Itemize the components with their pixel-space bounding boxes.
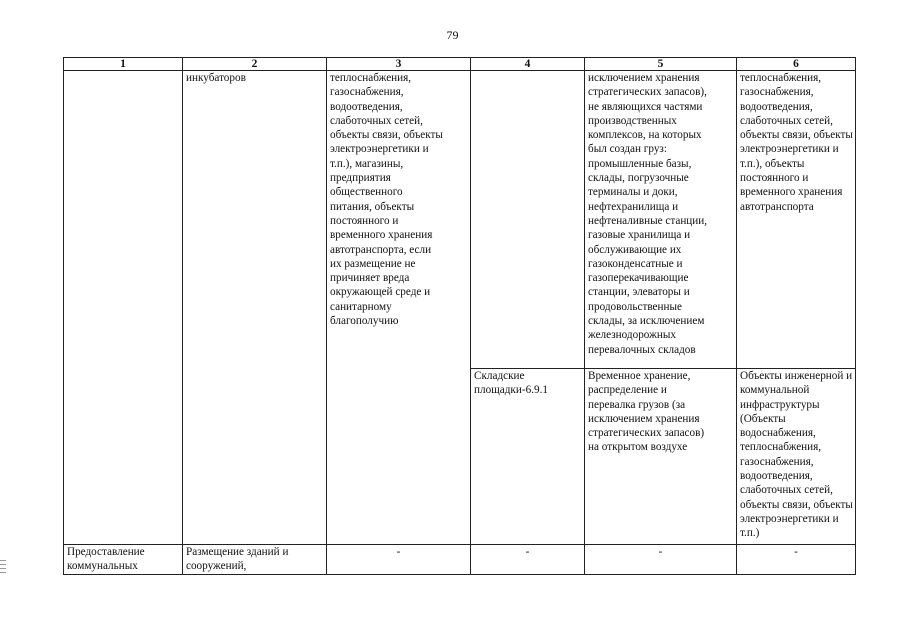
cell-text-line: газоконденсатные и [588,257,683,270]
cell-text-line: слаботочных сетей, [740,484,833,497]
cell-text-line: был создан груз: [588,143,667,156]
table-cell: - [471,545,585,575]
cell-text-line: электроэнергетики и [740,512,839,525]
table-cell [327,71,471,545]
cell-text-line: инкубаторов [186,72,246,84]
table-cell [183,71,327,545]
cell-text-line: перевалочных складов [588,343,696,356]
table-cell [64,545,183,575]
cell-text-line: окружающей среде и [330,286,431,299]
cell-text-line: водоотведения, [740,470,813,483]
cell-text-line: питания, объекты [330,200,415,213]
cell-text-line: производственных [588,114,677,127]
cell-text-line: склады, за исключением [588,315,705,328]
cell-text-line: перевалка грузов (за [588,398,686,411]
cell-text-line: распределение и [588,384,667,397]
cell-text-line: слаботочных сетей, [740,114,833,127]
cell-text-line: постоянного и [740,172,809,185]
cell-text-line: автотранспорта [740,200,814,213]
cell-text-line: объекты связи, объекты [740,129,853,142]
cell-text-line: общественного [330,186,403,199]
cell-text-line: Объекты инженерной и [740,370,853,382]
cell-text-line: (Объекты [740,412,786,425]
cell-text-line: нефтехранилища и [588,200,679,213]
cell-text-line: Временное хранение, [588,370,691,382]
cell-text-line: газоснабжения, [330,86,404,99]
column-header: 5 [585,58,737,71]
cell-text-line: на открытом воздухе [588,441,688,454]
table-cell: - [585,545,737,575]
cell-text-line: коммунальной [740,384,810,397]
cell-text-line: автотранспорта, если [330,243,432,256]
cell-text-line: теплоснабжения, [740,72,822,84]
cell-text-line: предприятия [330,172,391,185]
cell-text-line: т.п.), объекты [740,157,805,170]
cell-text-line: объекты связи, объекты [740,498,853,511]
cell-text-line: водоснабжения, [740,427,816,440]
cell-text-line: электроэнергетики и [740,143,839,156]
cell-text-line: стратегических запасов), [588,86,707,99]
cell-text-line: газоснабжения, [740,86,814,99]
cell-text-line: санитарному [330,300,392,313]
cell-text-line: газоснабжения, [740,455,814,468]
cell-text-line: исключением хранения [588,72,700,84]
cell-text-line: Предоставление [67,546,145,558]
table-cell [585,71,737,369]
cell-text-line: благополучию [330,315,399,328]
cell-text-line: водоотведения, [330,100,403,113]
cell-text-line: газоперекачивающие [588,272,689,285]
table-cell [737,71,856,369]
table-cell [471,369,585,545]
cell-text-line: продовольственные [588,300,682,313]
cell-text-line: водоотведения, [740,100,813,113]
cell-text-line: станции, элеваторы и [588,286,690,299]
cell-text-line: исключением хранения [588,412,700,425]
cell-text-line: промышленные базы, [588,157,692,170]
cell-text-line: не являющихся частями [588,100,703,113]
cell-text-line: объекты связи, объекты [330,129,443,142]
cell-text-line: временного хранения [740,186,843,199]
cell-text-line: постоянного и [330,214,399,227]
cell-text-line: инфраструктуры [740,398,820,411]
column-header: 4 [471,58,585,71]
table-cell: - [737,545,856,575]
cell-text-line: газовые хранилища и [588,229,691,242]
column-header: 6 [737,58,856,71]
cell-text-line: обслуживающие их [588,243,682,256]
margin-marks [0,560,6,580]
cell-text-line: площадки-6.9.1 [474,384,548,397]
table-cell: - [327,545,471,575]
cell-text-line: причиняет вреда [330,272,410,285]
cell-text-line: т.п.) [740,527,760,540]
table-header-row [64,58,856,71]
table-cell [471,71,585,369]
table-cell [585,369,737,545]
cell-text-line: Размещение зданий и [186,546,289,558]
cell-text-line: терминалы и доки, [588,186,678,199]
page-number: 79 [446,28,459,42]
cell-text-line: сооружений, [186,560,247,573]
cell-text-line: железнодорожных [588,329,676,342]
column-header: 2 [183,58,327,71]
column-header: 1 [64,58,183,71]
table-cell [64,71,183,545]
zoning-table [63,57,856,575]
cell-text-line: электроэнергетики и [330,143,429,156]
cell-text-line: стратегических запасов) [588,427,705,440]
cell-text-line: теплоснабжения, [330,72,412,84]
column-header: 3 [327,58,471,71]
cell-text-line: их размещение не [330,257,416,270]
cell-text-line: т.п.), магазины, [330,157,404,170]
table-cell [183,545,327,575]
cell-text-line: теплоснабжения, [740,441,822,454]
table-row [64,71,856,369]
cell-text-line: коммунальных [67,560,138,573]
cell-text-line: нефтеналивные станции, [588,214,708,227]
cell-text-line: Складские [474,370,525,382]
cell-text-line: склады, погрузочные [588,172,689,185]
cell-text-line: слаботочных сетей, [330,114,423,127]
table-cell [737,369,856,545]
cell-text-line: комплексов, на которых [588,129,702,142]
table-row [64,545,856,575]
cell-text-line: временного хранения [330,229,433,242]
